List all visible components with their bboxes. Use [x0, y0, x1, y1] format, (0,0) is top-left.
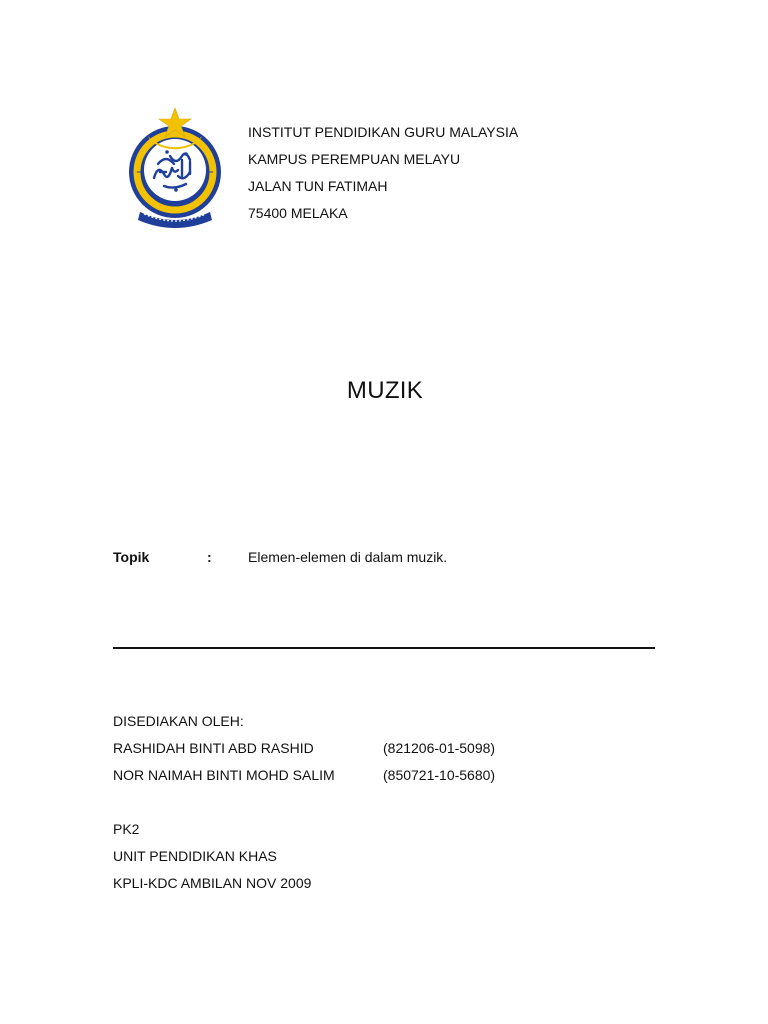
prepared-by-block [113, 708, 673, 789]
program-code: PK2 [113, 821, 140, 837]
author-row [113, 735, 673, 762]
unit-name: UNIT PENDIDIKAN KHAS [113, 848, 277, 864]
document-title [0, 377, 768, 405]
topic-value: Elemen-elemen di dalam muzik. [248, 549, 448, 565]
author-row [113, 762, 673, 789]
postcode-city: 75400 MELAKA [248, 205, 348, 221]
institute-crest-icon [120, 104, 230, 232]
document-title-text: MUZIK [346, 377, 424, 404]
program-info-block [113, 816, 311, 897]
institute-name: INSTITUT PENDIDIKAN GURU MALAYSIA [248, 124, 519, 140]
prepared-by-heading: DISEDIAKAN OLEH: [113, 713, 244, 729]
author-ic-number: (850721-10-5680) [383, 767, 496, 783]
street-address: JALAN TUN FATIMAH [248, 178, 388, 194]
horizontal-divider [113, 647, 655, 649]
campus-name: KAMPUS PEREMPUAN MELAYU [248, 151, 461, 167]
topic-label: Topik [113, 549, 150, 565]
author-name: NOR NAIMAH BINTI MOHD SALIM [113, 767, 335, 783]
author-ic-number: (821206-01-5098) [383, 740, 496, 756]
institute-address-block [248, 119, 518, 227]
author-name: RASHIDAH BINTI ABD RASHID [113, 740, 314, 756]
topic-separator: : [207, 549, 212, 565]
intake-info: KPLI-KDC AMBILAN NOV 2009 [113, 875, 312, 891]
